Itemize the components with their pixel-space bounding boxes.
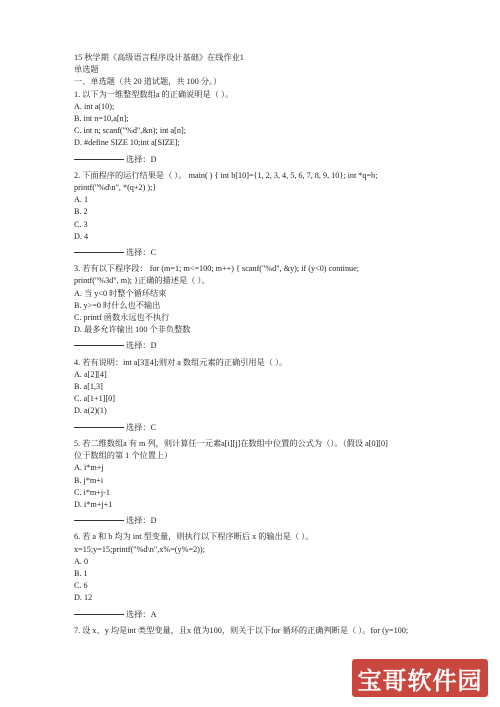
question-stem: 1. 以下为一维整型数组a 的正确说明是（ ）。	[74, 89, 234, 99]
question-option: A. a[2][4]	[74, 369, 107, 379]
question-block	[74, 531, 436, 620]
answer-line	[74, 515, 436, 527]
question-block	[74, 170, 436, 259]
answer-underline	[74, 345, 124, 346]
question-option: C. 6	[74, 581, 88, 591]
question-option: D. a(2)(1)	[74, 406, 107, 416]
question-option: B. 1	[74, 568, 88, 578]
question-option: D. 4	[74, 231, 89, 241]
answer-text: 选择：D	[126, 341, 157, 351]
question-option: C. printf 函数永远也不执行	[74, 313, 170, 323]
question-block	[74, 357, 436, 434]
question-option: C. a[1+1][0]	[74, 394, 115, 404]
question-stem: x=15;y=15;printf("%d\n",x%=(y%=2));	[74, 544, 205, 554]
question-stem: printf("%3d", m); }正确的描述是（ ）。	[74, 276, 210, 286]
question-option: A. 当 y<0 时整个循环结束	[74, 288, 167, 298]
question-block	[74, 625, 436, 637]
answer-line	[74, 247, 436, 259]
question-option: B. y>=0 时什么也不输出	[74, 300, 161, 310]
section-type: 单选题	[74, 65, 99, 75]
answer-line	[74, 340, 436, 352]
question-option: A. 1	[74, 195, 89, 205]
question-option: D. 最多允许输出 100 个非负整数	[74, 325, 191, 335]
question-stem: 5. 若二维数组a 有 m 列，则计算任一元素a[i][j]在数组中位置的公式为（）。（假设 a[0][0]	[74, 438, 388, 448]
answer-line	[74, 154, 436, 166]
answer-underline	[74, 520, 124, 521]
question-option: C. 3	[74, 219, 88, 229]
question-option: D. 12	[74, 593, 93, 603]
site-watermark-logo	[352, 659, 488, 697]
question-option: D. #define SIZE 10;int a[SIZE];	[74, 138, 180, 148]
answer-text: 选择：A	[126, 609, 157, 619]
answer-text: 选择：C	[126, 422, 157, 432]
question-stem: 3. 若有以下程序段： for (m=1; m<=100; m++) { scanf("%d", &y); if (y<0) continue;	[74, 264, 360, 274]
question-option: C. i*m+j-1	[74, 487, 111, 497]
question-block	[74, 263, 436, 352]
answer-underline	[74, 427, 124, 428]
question-stem: 2. 下面程序的运行结果是（ ）。 main( ) { int b[10]={1, 2, 3, 4, 5, 6, 7, 8, 9, 10}; int *q=b;	[74, 170, 378, 180]
answer-underline	[74, 159, 124, 160]
answer-text: 选择：D	[126, 516, 157, 526]
question-stem: 7. 设 x、y 均是int 类型变量，且x 值为100，则关于以下for 循环的正确判断是（ ）。for (y=100;	[74, 625, 409, 635]
answer-line	[74, 422, 436, 434]
watermark-text: 宝哥软件园	[357, 666, 483, 695]
answer-text: 选择：D	[126, 154, 157, 164]
question-option: B. a[1,3]	[74, 382, 103, 392]
question-option: B. int n=10,a[n];	[74, 114, 129, 124]
question-stem: printf("%d\n", *(q+2) );}	[74, 183, 157, 193]
question-option: D. i*m+j+1	[74, 499, 113, 509]
question-list	[74, 89, 436, 637]
question-option: B. j*m+i	[74, 475, 104, 485]
section-header: 一、单选题（共 20 道试题，共 100 分。）	[74, 77, 222, 87]
question-option: A. int a(10);	[74, 101, 115, 111]
answer-underline	[74, 614, 124, 615]
question-stem: 4. 若有说明：int a[3][4];则对 a 数组元素的正确引用是（ ）。	[74, 357, 288, 367]
question-block	[74, 438, 436, 527]
question-option: A. i*m+j	[74, 463, 104, 473]
document-title: 15 秋学期《高级语言程序设计基础》在线作业1	[74, 53, 244, 62]
question-block	[74, 89, 436, 166]
answer-line	[74, 609, 436, 621]
question-option: C. int n; scanf("%d",&n); int a[n];	[74, 126, 186, 136]
document-body	[74, 52, 436, 637]
question-stem: 6. 若 a 和 b 均为 int 型变量，则执行以下程序断后 x 的输出是（ ）。	[74, 532, 314, 542]
answer-text: 选择：C	[126, 248, 157, 258]
question-option: A. 0	[74, 556, 89, 566]
question-stem: 位于数组的第 1 个位置上）	[74, 451, 173, 461]
answer-underline	[74, 252, 124, 253]
question-option: B. 2	[74, 207, 88, 217]
